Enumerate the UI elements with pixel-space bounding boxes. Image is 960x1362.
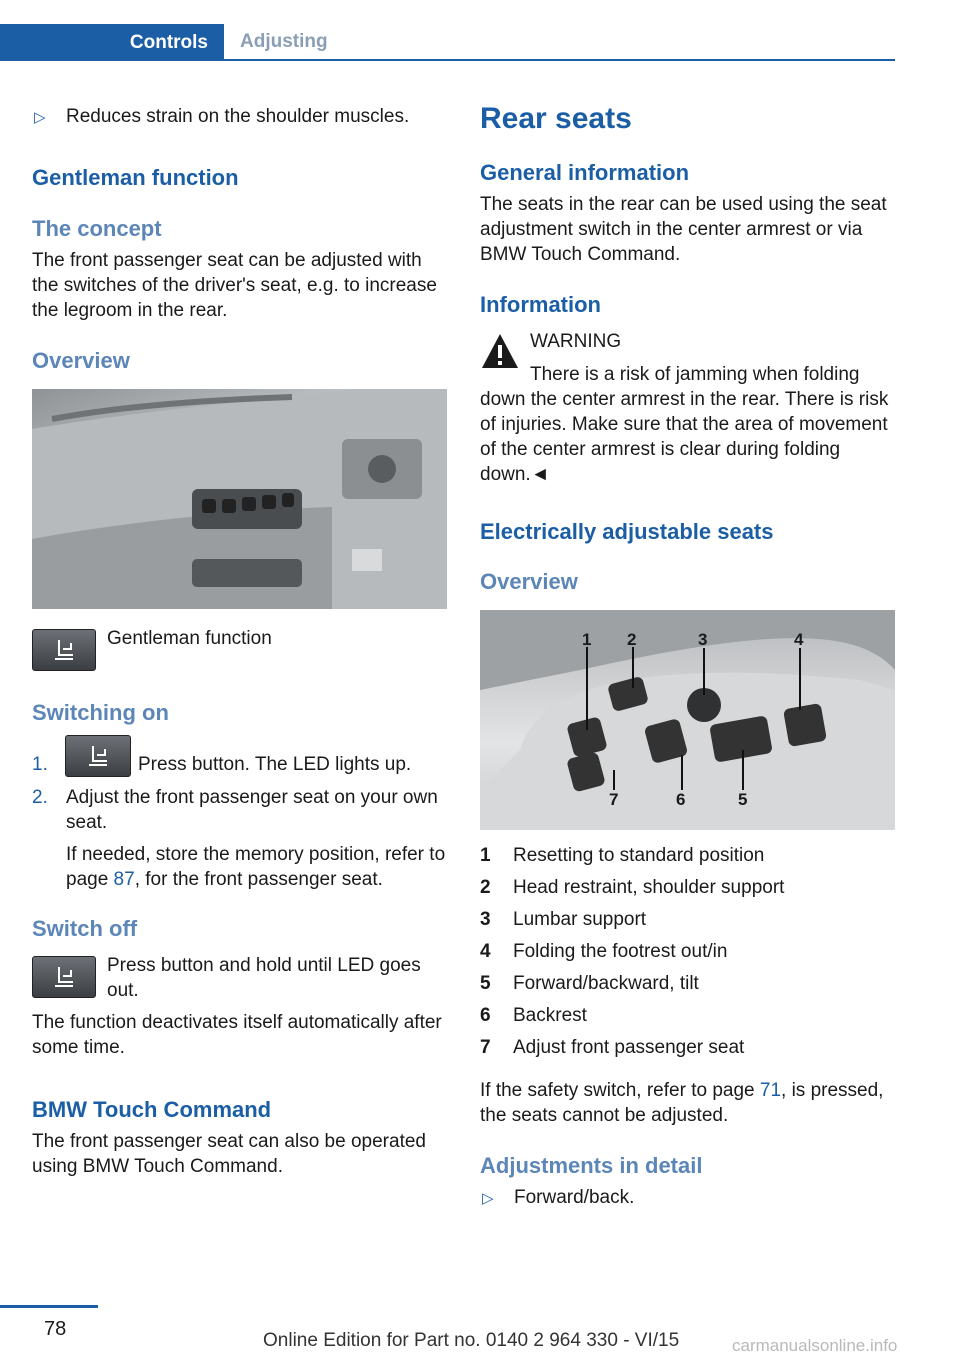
list-item: 7 Adjust front passenger seat [480, 1037, 745, 1058]
callout-2: 2 [627, 630, 637, 649]
watermark: carmanualsonline.info [732, 1336, 898, 1355]
step-number: 2. [32, 787, 48, 808]
legend-list [480, 843, 896, 1067]
callout-7: 7 [609, 790, 619, 809]
list-item: 4 Folding the footrest out/in [480, 941, 728, 962]
seat-gentleman-icon [32, 956, 96, 998]
list-item: 2 Head restraint, shoulder support [480, 877, 785, 898]
subsection-title-information: Information [480, 292, 601, 317]
tab-adjusting[interactable]: Adjusting [224, 24, 895, 61]
warning-text: There is a risk of jamming when folding down the center armrest in the rear. There is risk of injuries. Make sure that the area of movement of the center armrest is clear during folding down.◄ [480, 364, 889, 485]
list-item: 1 Resetting to standard position [480, 845, 765, 866]
bullet-triangle-icon: ▷ [482, 1190, 494, 1207]
subsection-title-general: General information [480, 160, 690, 185]
callout-5: 5 [738, 790, 748, 809]
deactivates-text: The function deactivates itself automatically after some time. [32, 1012, 442, 1058]
note-text-b: , for the front passenger seat. [134, 869, 383, 890]
footer-rule [0, 1305, 98, 1308]
subsection-title-adjustments: Adjustments in detail [480, 1153, 703, 1178]
switch-off-text: Press button and hold until LED goes out. [107, 955, 421, 1001]
subsection-title-overview: Overview [32, 348, 130, 373]
bullet-text: Reduces strain on the shoulder muscles. [66, 106, 410, 127]
seat-gentleman-icon [32, 629, 96, 671]
page-link-71[interactable]: 71 [759, 1080, 782, 1101]
callout-4: 4 [794, 630, 804, 649]
section-title-rear-seats: Rear seats [480, 102, 632, 135]
general-text: The seats in the rear can be used using the seat adjustment switch in the center armrest or via BMW Touch Command. [480, 194, 887, 265]
page-number: 78 [44, 1318, 67, 1340]
callout-3: 3 [698, 630, 708, 649]
touch-command-text: The front passenger seat can also be operated using BMW Touch Command. [32, 1131, 426, 1177]
bullet-triangle-icon: ▷ [34, 109, 46, 126]
safety-switch-text: If the safety switch, refer to page 71, is pressed, the seats cannot be adjusted. [480, 1080, 884, 1126]
subsection-title-concept: The concept [32, 216, 162, 241]
callout-1: 1 [582, 630, 592, 649]
list-item: 3 Lumbar support [480, 909, 647, 930]
page-link-87[interactable]: 87 [113, 869, 135, 890]
seat-gentleman-button-icon [65, 735, 131, 777]
door-panel-illustration [32, 389, 447, 609]
subsection-title-switch-off: Switch off [32, 916, 138, 941]
section-title-gentleman: Gentleman function [32, 165, 239, 190]
section-title-touch-command: BMW Touch Command [32, 1097, 272, 1122]
edition-text: Online Edition for Part no. 0140 2 964 330 - VI/15 [263, 1330, 680, 1351]
subsection-title-overview-right: Overview [480, 569, 578, 594]
seat-switch-photo [480, 610, 895, 830]
callout-6: 6 [676, 790, 686, 809]
bullet-text: Forward/back. [514, 1187, 635, 1208]
list-item: 6 Backrest [480, 1005, 587, 1026]
step-number: 1. [32, 754, 48, 775]
step-text: Adjust the front passenger seat on your own seat. [66, 787, 438, 833]
step-note [66, 842, 446, 892]
gentleman-caption: Gentleman function [107, 628, 272, 649]
seat-switch-illustration [480, 610, 895, 830]
subsection-title-switching-on: Switching on [32, 700, 169, 725]
subsection-title-electric: Electrically adjustable seats [480, 519, 774, 544]
tab-controls[interactable]: Controls [0, 24, 224, 61]
list-item: 5 Forward/backward, tilt [480, 973, 699, 994]
warning-label: WARNING [530, 331, 622, 352]
note-text-a: If needed, store the memory position, refer to page [66, 844, 446, 890]
concept-paragraph: The front passenger seat can be adjusted with the switches of the driver's seat, e.g. to increase the legroom in the rear. [32, 250, 437, 321]
door-panel-photo [32, 389, 447, 609]
step-text: Press button. The LED lights up. [138, 754, 412, 775]
